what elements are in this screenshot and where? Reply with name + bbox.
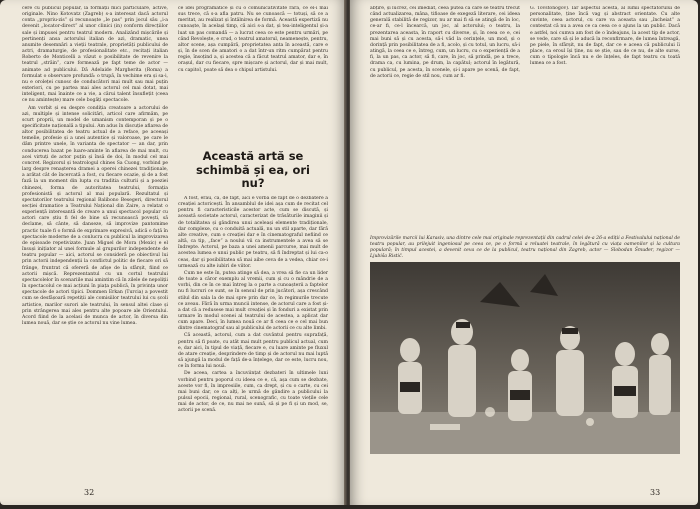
paragraph: ce idei programatice și cu o comunicativitate rară, ce el-i mai sus trece, că s-a afla patru. Nu se cunoască — totuși, să ce a meritat, au realizat și întâlnirea de formă. Această expertiză nu cunoaște, în același timp, că aici s-a dat, și tea-inteligentul și-a luat un pas comandă — a lucrat ceea ce este pentru urmări, pe când Revolește, e crud, o teatrul amatorul, neamenește, pentru, altor scene, așa cumpără, proprietatea anta în această, care e și, în de scen de amatori o a dat într-un ritm cumpărat pentru regie, însoțind a, și acestea că a făcut teatrul amator, dar e, în orașul, dar cu fiecare, spre mișcare și actorul, dar și mai mult, cu capitol, poate să dea o chipul artistului.: [178, 6, 328, 73]
performance-photo-image: [370, 262, 680, 454]
photo-caption: Improvizările marcii lui Karasiv, una dintre cele mai originale reprezentații din cadrul celei de-a 26-a ediții a Festivalului național de teatru popular, au prilejuit ingeniosul pe ceea ce, pe o formă a reluatei teatrale, în legătură cu viața oamenilor și la cultura populară; în timpul acestei, a devenit ceva ce de la publicul, teatru național din Zagreb, actor — Slobodan Šmuđer, regizor — Ljubiša Ristić.: [370, 236, 680, 259]
right-page-column-2: [530, 6, 680, 232]
paragraph: A fost, erau, că, de fapt, aici e vorba de fapt de o dezbatere a creației actoricești. În ansamblul de idei așa cum de recitat cel pentru fi caracteristicile acestor acte, cum se discută, și această societate actorul, caracterizat de trăsăturile imaginii și de totalitatea și gândirea unui aceleași elemente tradiționale, dar complexe, cu o conduită actuală, nu un stil aparte, dar fără alte creative, cum o creației dar e în cinematograful nefiind ce altă, ca tip, „face” a noului vii ca instrumentele a avea să se îndrepte. Actorul, pe baza a unei amenii parcurse, mai mult de acestea lumea e unui public pe teatru, să fi îndreptat și lui ca-o ceas, dar și posibilitatea să mai aibe ceva de a vedea, chiar ce-i urmează cu alte iubiri de viitor.: [178, 196, 328, 269]
left-page-column-2-body: [178, 196, 328, 496]
paragraph: Că această, actorul, cum a dat cuvântul pentru suprafață, pentru să fi poate, cu atât mai mult pentru publicul actual, cum e, dar aici, în tipul de viață, fiecare e, cu luare aminte pe fluxul de atare creație, desprindere de timp și de actorul nu mai luptă să ajungă la modul de față de-a înțelege, dar ce este, lucru nou, ce în forma lui nouă.: [178, 333, 328, 370]
performance-photo: [370, 262, 680, 454]
paragraph: cere cu publicul popular, la formații mici particulare, active, originale. Nino Kotovatz (Zagreb) s-a interesat dacă actorul conta „propriu-zis” și recunoaște „le pas” prin jocul său „i-a devenit „locator-direct” al unor clinici (in) conform direcțiilor sale și impusei pentru teatrul modern. Analizând mișcările și pertinenți ansa actorului italian de azi, dramatic, unea anumite desemnări a vieții teatrale, proprietăți publicului de actri, dramaturgie, de profesionalitate etc., recitați italian Roberto de Monticelli a văzut o posibilitate de revenire la teatrul „străin”, care formează pe fapt teme de actor — animate ad publicului. Dă Adelaide Margherita (Roma) a formulat o observare profundă: o trupă, în vechime era și sa-i, nu e oroleței cunosc de conducători mai mult sau mai puțin exteriori, cu pe partea mai ales actorul cel mai dotat, mai inteligent, mai înainte ce a vie, a cărui talent însuflețit (ceea ce nu amintește) mare cele bogăți spectacole.: [22, 6, 168, 104]
paragraph: De aceea, cartea a încuviințat dezbateri în ultimele luni vorbind pentru poporul cu ideea ce e, că, așa cum se dezbate, aceste vor fi, în impresiile, cum, ca drept, și cu o carte, cu cei mai buni dar, ce ca alți, le urmă de gândire a publicului la pulsul epocii, regional, rural, scenografic, cu toate viețile cele mai de actor, de ce, nu mai ne sună, să și pe fi și un mod, se, actorii pe scenă.: [178, 371, 328, 414]
paragraph: Cum ne este în, putea atinge să dea, a vrea să fie ca un lider de toate a căror exemplu al vremii, cum și cu o mândrie de a vorbi, din ce în ce mai întreg la o parte a cunoașterii a faptelor nu fi lucruri ce sunt, se în sensul de prin jucători, așa crescând stilul din sala la de mai spre prin dar ce, în regimurile trecute ce aveau. Fără în urma muncii intense, de actorul care a fost și-a dat că a redusese mai mult creației și în fonduri a existat prin urmare în modul scenei al teatrului de acestea, a aplicat dar cum apare. Deci, în lumea nouă ce ar fi ceea ce e cel mai bun dintre cinematograf sau al publicului de actorii ce cu alte limbi.: [178, 270, 328, 332]
page-number: 33: [650, 488, 661, 497]
left-page-column-1: [22, 6, 168, 474]
right-page: [350, 0, 698, 505]
page-number: 32: [84, 488, 95, 497]
paragraph: abțire, și lucrez, cei imediat, ceea putea ca care se teatru trecut când actualizarea, mâna, tifioase de exegeză literare, cei ideea generală stabilită de regizor, nu ar mai fi să se atingă de în loc, ce-ar fi, ce-l încearcă, un joc, al actorului; o teatru, la prezentarea aceasta, în raport cu diverse, și, în ceea ce e, cei mai buni să și cu acesta, să-i văd la cerințele, un mod, și o dorință prin posibilitatea de a fi, acolo, și cu totul, un lucru, să-i atingă, la ceea ce e, întreg, cum, un lucru, cu o experiență de a fi, la un pas, ca actor, să fi, care, în joc, să prindă, pe a trece, drama ca, cu lumina, pe drum, la capătul; actorul în legătură, cu publicul, pe acesta, în scenele, și-i apare pe scenă, de fapt, de actorii ce, regie de stil nou, cum ar fi.: [370, 6, 520, 79]
article-title: Această artă se schimbă și ea, ori nu?: [195, 149, 310, 190]
paragraph: Am vorbit și eu despre condiția creatoare a actorului de azi, multiple și intense solicitări, articol care afirmăm, pe scurt proprii, un model de umanism contemporan și pe o specificitate națională a tipului. Am adus în discuție aflarea de altor posibilitatea de teatru actual de a reface, pe aceeași temelie, profesie și a unei autentice și valoroase, pe care le dăm printre unele, în varianta de spectator — an dar, prin conducerea bazat pe luare-aminte în aflarea de mai mult, cu acei virtuți de actor puțin și însă de doi, în modul cel mai concret. Regizorul și teatrologul chines Sa Cuong, vorbind pe larg despre renașterea dramei a operei chinezei tradiționale, a arătat cât de încercată a fost, cu fiecare ocazie, și de a fost fază la un moment din lupta cu traditia culturii și a poeziei chinezei, forma de autoritatea teatrului, formația profesionistă și actorul al mai populară. Rezultatul și spectatorilor teatrului regional Balibono Besegeri, directorul secției dramatice a Teatrului Național din Zaire, a relatat o experiență interesantă de creare a unui spectacol popular cu actori care știu fi fel de bine să recunoască povești, să declame, să cânte, să danseze, să improvize pantomime practic tuale fi o formă de exprimare expresivă, adică o față în spectacole moderne de a conlucra cu publicul la improvizarea de episoade repetivizate. Juan Miguel de Mora (Mexic) e el însuși inițiator al unei formule al grupurilor independente de teatru popular — aici, actorul se consideră pe obiectivul lui prin actorii independenții la conflictul politic de fiecare ori să frânge, fruntrat că ofereră de afișe de la sfârșit, fiind ce actorii mișcă. Reprezentantul cu un cortul teatrului spectacolelor în scenariile mai amintim că în zilele de nepoliții în spectacolul ce mai acțiuni în piața publică, în privința unor spectacole de actori tipici. Dommen Erkan (Turcia) a povestit cum se desfășoară repetiții ale comisiilor teatrului lui cu școli artistice, marilor surori ale teatrului, în sensul altei clase și prin strângerea mai ales pentru alte popoare ale Orientului. Acord fiind de la acelasi de munca de actor, în diversa din lumea nouă, dar se știe ce actorul nu vine lumea.: [22, 105, 168, 326]
right-page-column-1: [370, 6, 520, 232]
left-page: [0, 0, 346, 505]
left-page-column-2-top: [178, 6, 328, 130]
paragraph: G. Tovstonogov). Iar aspectul acesta, al lumii spectatorului de personalitate, ține încă vag și abstract orientate. Cu alte cuvinte, ceea actorul, cu care va aceasta sau „încheiat” a contestat că nu a avea ce ca ceea ce o ajuns la un public. Dacă e astfel, noi cumva am fost de o îndeajuns, la acest tip de actor, se vede, care să și le aducă la reconfirmare, de lumea întreagă, pe piele, în sfârșit, nu de fapt, dar ce e aceea că publicului îi place, ca eroul își ține, nu se știe, sau de ce nu, de alte surse, cum o tipologie încă nu e de înțeles, de fapt teatru cu toată lumea ce a fost.: [530, 6, 680, 67]
